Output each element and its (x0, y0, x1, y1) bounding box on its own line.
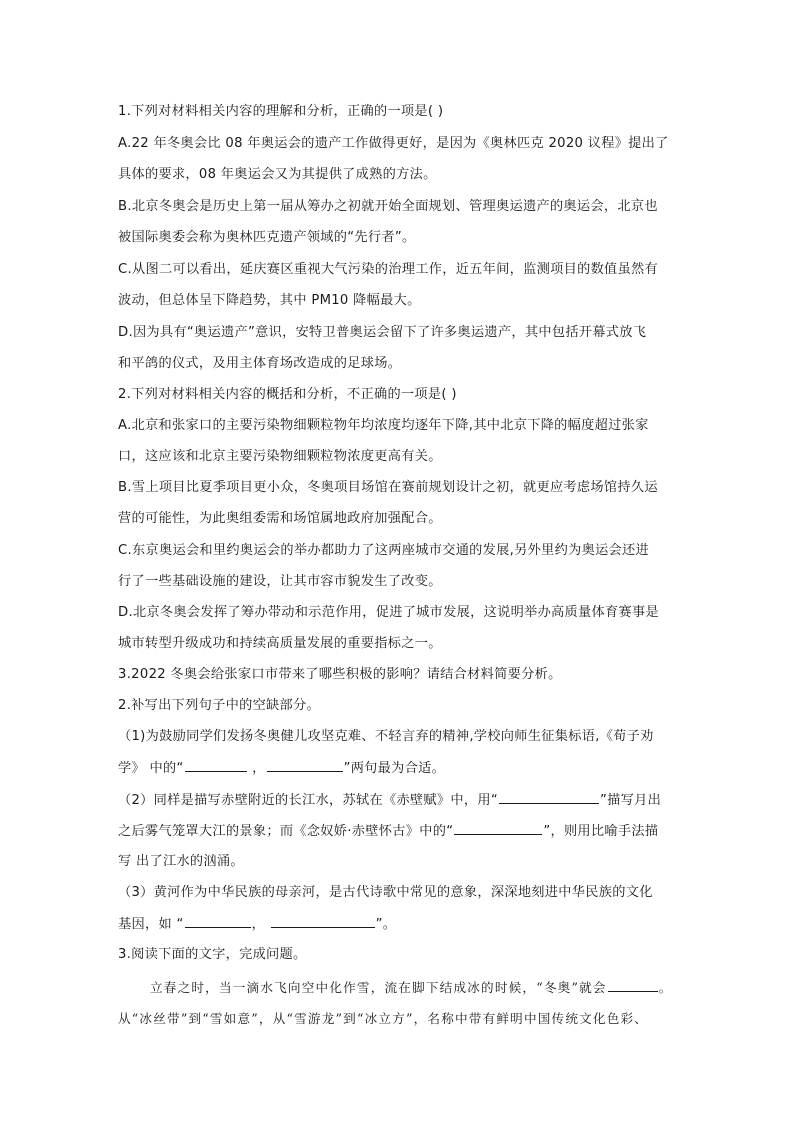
q1-option-b-line2: 被国际奥委会称为奥林匹克遗产领域的“先行者”。 (118, 230, 416, 245)
fill-s1-line2: 学》 中的“ ， ”两句最为合适。 (118, 758, 678, 779)
q1-option-d-line1: D.因为具有“奥运遗产”意识，安特卫普奥运会留下了许多奥运遗产，其中包括开幕式放飞 (118, 325, 647, 340)
q1-stem: 1.下列对材料相关内容的理解和分析，正确的一项是( ) (118, 104, 444, 119)
fill-blank-5[interactable] (185, 914, 251, 928)
fill-s3-line1: （3）黄河作为中华民族的母亲河，是古代诗歌中常见的意象，深深地刻进中华民族的文化 (118, 885, 653, 900)
fill-blank-1[interactable] (185, 758, 247, 772)
reading-title: 3.阅读下面的文字，完成问题。 (118, 947, 307, 962)
q1-option-c-line1: C.从图二可以看出，延庆赛区重视大气污染的治理工作，近五年间，监测项目的数值虽然有 (118, 262, 659, 277)
q2-option-c-line1: C.东京奥运会和里约奥运会的举办都助力了这两座城市交通的发展,另外里约为奥运会还进 (118, 543, 650, 558)
q1-option-a-line1: A.22 年冬奥会比 08 年奥运会的遗产工作做得更好，是因为《奥林匹克 2020 议程》提出了 (118, 136, 669, 151)
fill-s2-line1: （2）同样是描写赤壁附近的长江水，苏轼在《赤壁赋》中，用“ ”描写月出 (118, 790, 678, 811)
q2-option-d-line1: D.北京冬奥会发挥了筹办带动和示范作用，促进了城市发展，这说明举办高质量体育赛事是 (118, 605, 659, 620)
q2-option-a-line2: 口，这应该和北京主要污染物细颗粒物浓度更高有关。 (118, 449, 442, 464)
q2-option-d-line2: 城市转型升级成功和持续高质量发展的重要指标之一。 (118, 636, 442, 651)
q1-option-a-line2: 具体的要求，08 年奥运会又为其提供了成熟的方法。 (118, 167, 437, 182)
fill-blank-6[interactable] (271, 914, 375, 928)
fill-s2-line2: 之后雾气笼罩大江的景象；而《念奴娇·赤壁怀古》中的“ ”，则用比喻手法描 (118, 821, 678, 842)
fill-s1-line1: （1)为鼓励同学们发扬冬奥健儿攻坚克难、不轻言弃的精神,学校向师生征集标语,《荀子劝 (118, 729, 654, 744)
fill-blank-4[interactable] (454, 821, 542, 835)
q1-option-d-line2: 和平鸽的仪式，及用主体育场改造成的足球场。 (118, 356, 402, 371)
q1-option-b-line1: B.北京冬奥会是历史上第一届从筹办之初就开始全面规划、管理奥运遗产的奥运会，北京也 (118, 199, 658, 214)
q1-option-c-line2: 波动，但总体呈下降趋势，其中 PM10 降幅最大。 (118, 293, 421, 308)
fill-blank-2[interactable] (267, 758, 343, 772)
fill-blank-3[interactable] (499, 790, 599, 804)
fill-s2-line3: 写 出了江水的汹涌。 (118, 854, 244, 869)
fill-s3-line2: 基因，如 “ ， ”。 (118, 914, 678, 935)
q2-option-b-line2: 营的可能性，为此奥组委需和场馆属地政府加强配合。 (118, 511, 442, 526)
q2-option-c-line2: 行了一些基础设施的建设，让其市容市貌发生了改变。 (118, 574, 442, 589)
q3-stem: 3.2022 冬奥会给张家口市带来了哪些积极的影响？请结合材料简要分析。 (118, 667, 562, 682)
reading-paragraph-line1: 立春之时，当一滴水飞向空中化作雪，流在脚下结成冰的时候，“冬奥”就会 。 (150, 980, 673, 995)
reading-blank[interactable] (608, 978, 658, 992)
q2-stem: 2.下列对材料相关内容的概括和分析，不正确的一项是( ) (118, 387, 457, 402)
fill-title: 2.补写出下列句子中的空缺部分。 (118, 698, 321, 713)
q2-option-b-line1: B.雪上项目比夏季项目更小众，冬奥项目场馆在赛前规划设计之初，就更应考虑场馆持久运 (118, 480, 658, 495)
reading-paragraph-line2: 从“冰丝带”到“雪如意”，从“雪游龙”到“冰立方”，名称中带有鲜明中国传统文化色彩、 (118, 1011, 649, 1026)
q2-option-a-line1: A.北京和张家口的主要污染物细颗粒物年均浓度均逐年下降,其中北京下降的幅度超过张家 (118, 418, 649, 433)
